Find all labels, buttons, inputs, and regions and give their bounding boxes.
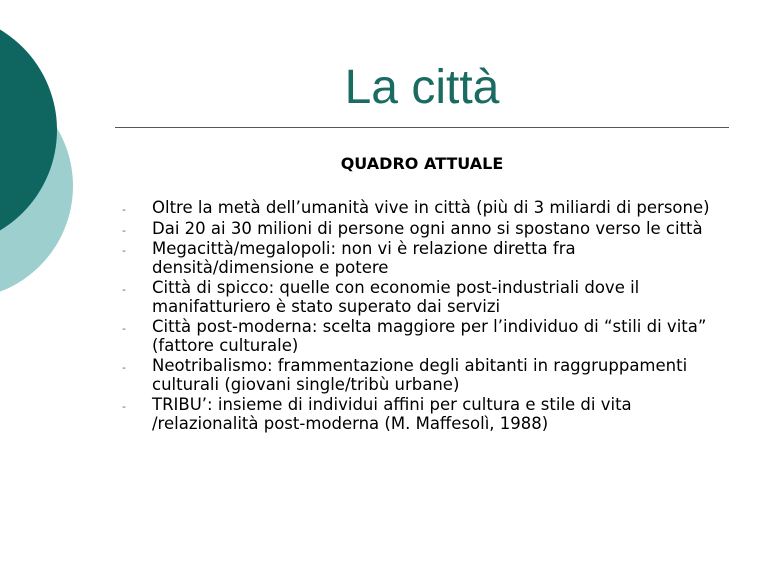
bullet-item — [122, 240, 722, 277]
bullet-marker: - — [122, 283, 126, 296]
bullet-marker: - — [122, 322, 126, 335]
bullet-text: Megacittà/megalopoli: non vi è relazione diretta fra densità/dimensione e potere — [152, 239, 576, 277]
bullet-text: Neotribalismo: frammentazione degli abitanti in raggruppamenti culturali (giovani single/tribù urbane) — [152, 356, 688, 394]
bullet-text: Città post-moderna: scelta maggiore per l’individuo di “stili di vita” (fattore culturale) — [152, 317, 707, 355]
title-divider — [115, 127, 729, 128]
decorative-circles — [0, 0, 80, 310]
bullet-item — [122, 199, 722, 218]
bullet-marker: - — [122, 361, 126, 374]
bullet-list — [122, 199, 722, 435]
bullet-marker: - — [122, 223, 126, 237]
bullet-item — [122, 220, 722, 239]
bullet-text: Città di spicco: quelle con economie post-industriali dove il manifatturiero è stato superato dai servizi — [152, 278, 640, 316]
bullet-item — [122, 357, 722, 394]
bullet-marker: - — [122, 244, 126, 257]
bullet-text: Dai 20 ai 30 milioni di persone ogni anno si spostano verso le città — [152, 218, 703, 238]
bullet-item — [122, 279, 722, 316]
bullet-item — [122, 396, 722, 433]
bullet-item — [122, 318, 722, 355]
bullet-marker: - — [122, 203, 126, 216]
bullet-marker: - — [122, 400, 126, 413]
section-heading: QUADRO ATTUALE — [340, 154, 504, 173]
bullet-text: Oltre la metà dell’umanità vive in città (più di 3 miliardi di persone) — [152, 198, 710, 217]
bullet-text: TRIBU’: insieme di individui affini per cultura e stile di vita /relazionalità post-moderna (M. Maffesolì, 1988) — [152, 395, 632, 433]
slide-title: La città — [344, 61, 500, 114]
